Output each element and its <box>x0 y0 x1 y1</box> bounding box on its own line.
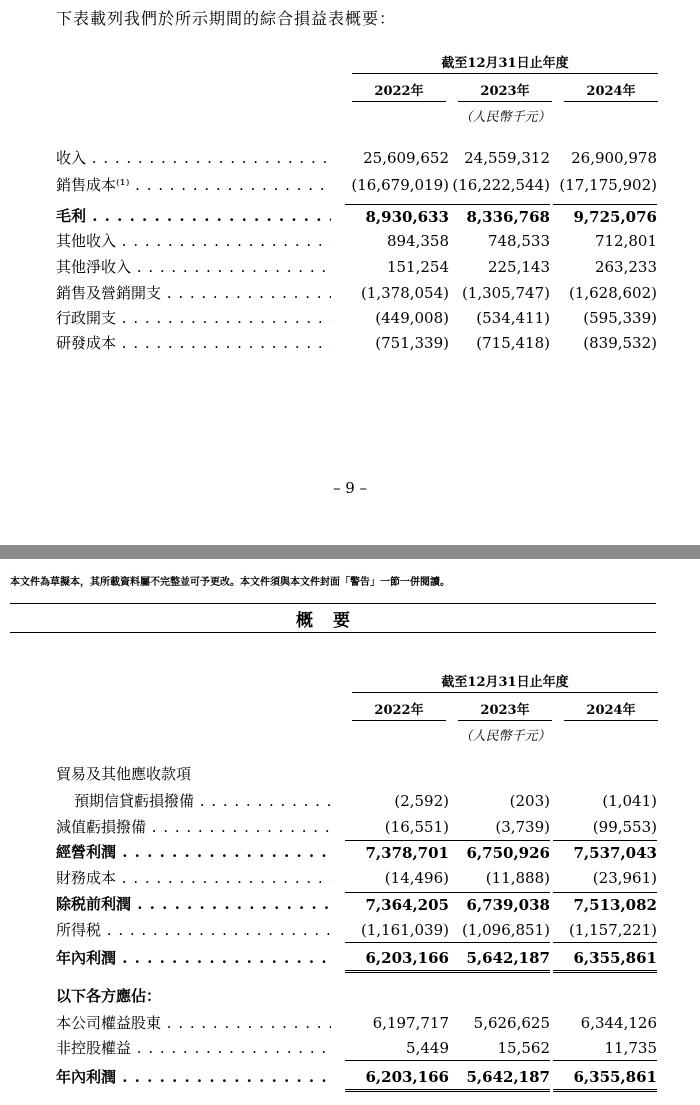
table-row <box>0 840 700 864</box>
cell-value: 7,537,043 <box>553 840 657 865</box>
table-row <box>0 255 700 279</box>
cell-value: (99,553) <box>592 818 657 836</box>
cell-value: (1,157,221) <box>553 918 657 943</box>
cell-value: (1,305,747) <box>461 284 550 302</box>
table-row <box>0 229 700 253</box>
row-label: 所得税 . . . <box>56 918 331 942</box>
row-label: 年內利潤 . . . <box>56 946 331 970</box>
cell-value: 712,801 <box>594 232 657 250</box>
year-header: 2024年 <box>564 699 658 721</box>
cell-value: (3,739) <box>495 818 550 836</box>
table-row <box>0 946 700 970</box>
year-header: 2023年 <box>458 699 552 721</box>
cell-value: 6,203,166 <box>345 1065 449 1092</box>
row-label: 以下各方應佔： <box>56 987 162 1005</box>
table-row <box>0 984 700 1008</box>
cell-value: (534,411) <box>476 309 550 327</box>
cell-value: (23,961) <box>592 869 657 887</box>
table1-header <box>352 55 658 125</box>
year-header: 2022年 <box>352 80 446 102</box>
year-header: 2022年 <box>352 699 446 721</box>
row-label: 貿易及其他應收款項 <box>56 765 192 783</box>
cell-value: 6,750,926 <box>446 840 550 865</box>
table-row <box>0 789 700 813</box>
row-label: 除税前利潤 . . . <box>56 892 331 916</box>
section-rule-bottom <box>10 632 656 633</box>
unit-label: （人民幣千元） <box>459 729 551 744</box>
cell-value: 7,378,701 <box>345 840 449 865</box>
table-row <box>0 331 700 355</box>
cell-value: 225,143 <box>487 258 550 276</box>
cell-value: (203) <box>509 792 550 810</box>
table-row <box>0 306 700 330</box>
cell-value: 7,513,082 <box>553 892 657 917</box>
table-row <box>0 204 700 228</box>
year-header: 2023年 <box>458 80 552 102</box>
cell-value: (751,339) <box>375 334 449 352</box>
cell-value: (1,161,039) <box>345 918 449 943</box>
cell-value: 6,355,861 <box>553 1065 657 1092</box>
row-label: 財務成本 . . . <box>56 866 331 890</box>
row-label: 預期信貸虧損撥備 . . . <box>74 789 331 813</box>
cell-value: (1,041) <box>602 792 657 810</box>
cell-value: 8,930,633 <box>345 204 449 229</box>
period-header: 截至12月31日止年度 <box>352 55 658 74</box>
cell-value: 25,609,652 <box>363 149 449 167</box>
cell-value: (1,096,851) <box>446 918 550 943</box>
row-label: 非控股權益 . . . <box>56 1036 331 1060</box>
cell-value: (16,222,544) <box>452 176 550 194</box>
draft-disclaimer: 本文件為草擬本，其所載資料屬不完整並可予更改。本文件須與本文件封面「警告」一節一併閱讀。 <box>10 577 450 588</box>
cell-value: (14,496) <box>384 869 449 887</box>
cell-value: (1,628,602) <box>568 284 657 302</box>
cell-value: 5,642,187 <box>446 946 550 973</box>
table-row <box>0 892 700 916</box>
table-row <box>0 815 700 839</box>
cell-value: 748,533 <box>487 232 550 250</box>
row-label: 本公司權益股東 . . . <box>56 1011 331 1035</box>
cell-value: 5,626,625 <box>473 1014 550 1032</box>
cell-value: (449,008) <box>375 309 449 327</box>
table-row <box>0 762 700 786</box>
table-row <box>0 1036 700 1060</box>
cell-value: 6,197,717 <box>372 1014 449 1032</box>
table-row <box>0 866 700 890</box>
cell-value: 24,559,312 <box>464 149 550 167</box>
unit-label: （人民幣千元） <box>459 110 551 125</box>
table-row <box>0 1065 700 1089</box>
cell-value: 9,725,076 <box>553 204 657 229</box>
cell-value: 6,344,126 <box>580 1014 657 1032</box>
cell-value: 6,203,166 <box>345 946 449 973</box>
row-label: 銷售成本⁽¹⁾ . . . <box>56 173 331 197</box>
row-label: 研發成本 . . . <box>56 331 331 355</box>
section-rule-top <box>10 603 656 604</box>
cell-value: 26,900,978 <box>571 149 657 167</box>
cell-value: 7,364,205 <box>345 892 449 917</box>
row-label: 收入 . . . <box>56 146 331 170</box>
table-row <box>0 918 700 942</box>
cell-value: 5,449 <box>345 1036 449 1061</box>
cell-value: (1,378,054) <box>360 284 449 302</box>
cell-value: 11,735 <box>553 1036 657 1061</box>
cell-value: (17,175,902) <box>559 176 657 194</box>
row-label: 其他淨收入 . . . <box>56 255 331 279</box>
row-label: 銷售及營銷開支 . . . <box>56 281 331 305</box>
row-label: 經營利潤 . . . <box>56 840 331 864</box>
section-title: 概要 <box>296 611 370 631</box>
table-row <box>0 146 700 170</box>
cell-value: 894,358 <box>386 232 449 250</box>
cell-value: 15,562 <box>446 1036 550 1061</box>
intro-text: 下表載列我們於所示期間的綜合損益表概要： <box>56 9 397 28</box>
row-label: 行政開支 . . . <box>56 306 331 330</box>
cell-value: 263,233 <box>594 258 657 276</box>
cell-value: 151,254 <box>386 258 449 276</box>
cell-value: 5,642,187 <box>446 1065 550 1092</box>
cell-value: (11,888) <box>485 869 550 887</box>
period-header: 截至12月31日止年度 <box>352 674 658 693</box>
row-label: 年內利潤 . . . <box>56 1065 331 1089</box>
cell-value: (2,592) <box>394 792 449 810</box>
year-header: 2024年 <box>564 80 658 102</box>
cell-value: 6,739,038 <box>446 892 550 917</box>
row-label: 減值虧損撥備 . . . <box>56 815 331 839</box>
row-label: 其他收入 . . . <box>56 229 331 253</box>
cell-value: (16,551) <box>384 818 449 836</box>
table2-header <box>352 674 658 744</box>
cell-value: 6,355,861 <box>553 946 657 973</box>
page-number: – 9 – <box>332 479 368 497</box>
cell-value: (839,532) <box>583 334 657 352</box>
table-row <box>0 281 700 305</box>
cell-value: (715,418) <box>476 334 550 352</box>
cell-value: 8,336,768 <box>446 204 550 229</box>
cell-value: (595,339) <box>583 309 657 327</box>
row-label: 毛利 . . . <box>56 204 331 228</box>
table-row <box>0 1011 700 1035</box>
page-divider <box>0 545 700 559</box>
cell-value: (16,679,019) <box>351 176 449 194</box>
table-row <box>0 173 700 197</box>
